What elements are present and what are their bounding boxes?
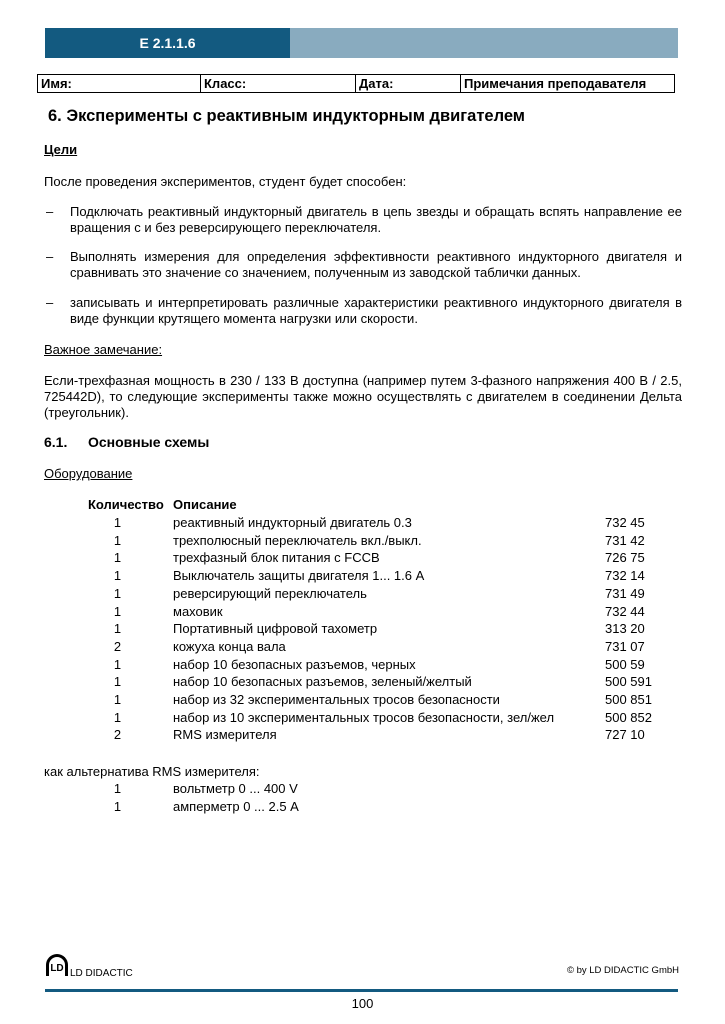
qty-header: Количество bbox=[88, 497, 164, 512]
order-number: 500 59 bbox=[605, 656, 645, 672]
quantity: 1 bbox=[113, 585, 122, 601]
equipment-row bbox=[0, 515, 725, 533]
quantity: 1 bbox=[113, 621, 122, 637]
quantity: 1 bbox=[113, 798, 122, 814]
date-field: Дата: bbox=[356, 75, 461, 92]
section-title: Основные схемы bbox=[88, 434, 210, 450]
goal-item: Выполнять измерения для определения эффективности реактивного индукторного двигателя и сравнивать это значение со значением, полученным из заводской таблички данных. bbox=[70, 249, 682, 280]
equipment-row bbox=[0, 586, 725, 604]
quantity: 2 bbox=[113, 727, 122, 743]
description: реактивный индукторный двигатель 0.3 bbox=[173, 515, 412, 530]
bullet-dash: – bbox=[46, 249, 54, 264]
description: Портативный цифровой тахометр bbox=[173, 621, 378, 637]
description: Выключатель защиты двигателя 1... 1.6 А bbox=[173, 568, 425, 584]
bullet-dash: – bbox=[46, 204, 54, 219]
equipment-header-row bbox=[0, 497, 725, 515]
equipment-row bbox=[0, 674, 725, 692]
description: кожуха конца вала bbox=[173, 638, 286, 654]
form-header-table bbox=[37, 74, 675, 93]
order-number: 732 44 bbox=[605, 603, 645, 619]
equipment-row bbox=[0, 799, 725, 817]
description: набор из 10 экспериментальных тросов безопасности, зел/жел bbox=[173, 709, 555, 725]
ld-logo-icon: LD bbox=[46, 954, 68, 976]
equipment-row bbox=[0, 621, 725, 639]
quantity: 1 bbox=[113, 603, 122, 619]
quantity: 1 bbox=[113, 674, 122, 690]
quantity: 1 bbox=[113, 692, 122, 707]
logo-text: LD DIDACTIC bbox=[70, 968, 133, 979]
description: RMS измерителя bbox=[173, 727, 277, 743]
quantity: 1 bbox=[113, 709, 122, 725]
quantity: 1 bbox=[113, 532, 122, 548]
equipment-heading: Оборудование bbox=[44, 466, 133, 481]
goal-item: записывать и интерпретировать различные характеристики реактивного индукторного двигателя в виде функции крутящего момента нагрузки или скорости. bbox=[70, 295, 682, 326]
copyright: © by LD DIDACTIC GmbH bbox=[566, 965, 679, 976]
equipment-row bbox=[0, 781, 725, 799]
bullet-dash: – bbox=[46, 295, 54, 310]
order-number: 731 42 bbox=[605, 532, 645, 548]
page-title: 6. Эксперименты с реактивным индукторным двигателем bbox=[48, 107, 526, 125]
quantity: 2 bbox=[113, 638, 122, 654]
description: реверсирующий переключатель bbox=[173, 585, 367, 601]
goals-heading: Цели bbox=[44, 142, 78, 157]
description: набор 10 безопасных разъемов, зеленый/желтый bbox=[173, 674, 472, 690]
quantity: 1 bbox=[113, 550, 122, 566]
description: набор из 32 экспериментальных тросов безопасности bbox=[173, 692, 500, 707]
order-number: 732 14 bbox=[605, 568, 645, 584]
notes-field: Примечания преподавателя bbox=[464, 76, 647, 91]
description: трехполюсный переключатель вкл./выкл. bbox=[173, 532, 422, 548]
header-code: E 2.1.1.6 bbox=[45, 28, 290, 58]
alt-heading: как альтернатива RMS измерителя: bbox=[44, 764, 260, 779]
equipment-row bbox=[0, 710, 725, 728]
order-number: 500 851 bbox=[605, 692, 652, 707]
quantity: 1 bbox=[113, 656, 122, 672]
order-number: 731 49 bbox=[605, 585, 645, 601]
description: набор 10 безопасных разъемов, черных bbox=[173, 656, 416, 672]
footer-line bbox=[45, 989, 678, 992]
order-number: 731 07 bbox=[605, 638, 645, 654]
quantity: 1 bbox=[113, 781, 122, 796]
section-number: 6.1. bbox=[44, 434, 68, 450]
order-number: 500 852 bbox=[605, 709, 652, 725]
equipment-row bbox=[0, 639, 725, 657]
desc-header: Описание bbox=[173, 497, 237, 512]
equipment-row bbox=[0, 657, 725, 675]
quantity: 1 bbox=[113, 568, 122, 584]
quantity: 1 bbox=[113, 515, 122, 530]
equipment-row bbox=[0, 550, 725, 568]
note-text: Если-трехфазная мощность в 230 / 133 В доступна (например путем 3-фазного напряжения 400 В / 2.5, 725442D), то следующие эксперименты также можно осуществлять с двигателем в соединении Дельта (треугольник). bbox=[44, 373, 682, 420]
description: амперметр 0 ... 2.5 A bbox=[173, 798, 299, 814]
equipment-row bbox=[0, 692, 725, 710]
page-number: 100 bbox=[351, 996, 374, 1011]
equipment-row bbox=[0, 533, 725, 551]
description: вольтметр 0 ... 400 V bbox=[173, 781, 298, 796]
order-number: 732 45 bbox=[605, 515, 645, 530]
description: трехфазный блок питания с FCCB bbox=[173, 550, 380, 566]
equipment-row bbox=[0, 727, 725, 745]
order-number: 726 75 bbox=[605, 550, 645, 566]
class-field: Класс: bbox=[201, 75, 356, 92]
goal-item: Подключать реактивный индукторный двигатель в цепь звезды и обращать вспять направление ее вращения с и без реверсирующего переключателя. bbox=[70, 204, 682, 235]
note-heading: Важное замечание: bbox=[44, 342, 163, 357]
name-field: Имя: bbox=[38, 75, 201, 92]
order-number: 727 10 bbox=[605, 727, 645, 743]
order-number: 313 20 bbox=[605, 621, 645, 637]
equipment-row bbox=[0, 604, 725, 622]
intro-text: После проведения экспериментов, студент будет способен: bbox=[44, 174, 407, 189]
description: маховик bbox=[173, 603, 223, 619]
equipment-row bbox=[0, 568, 725, 586]
order-number: 500 591 bbox=[605, 674, 652, 690]
